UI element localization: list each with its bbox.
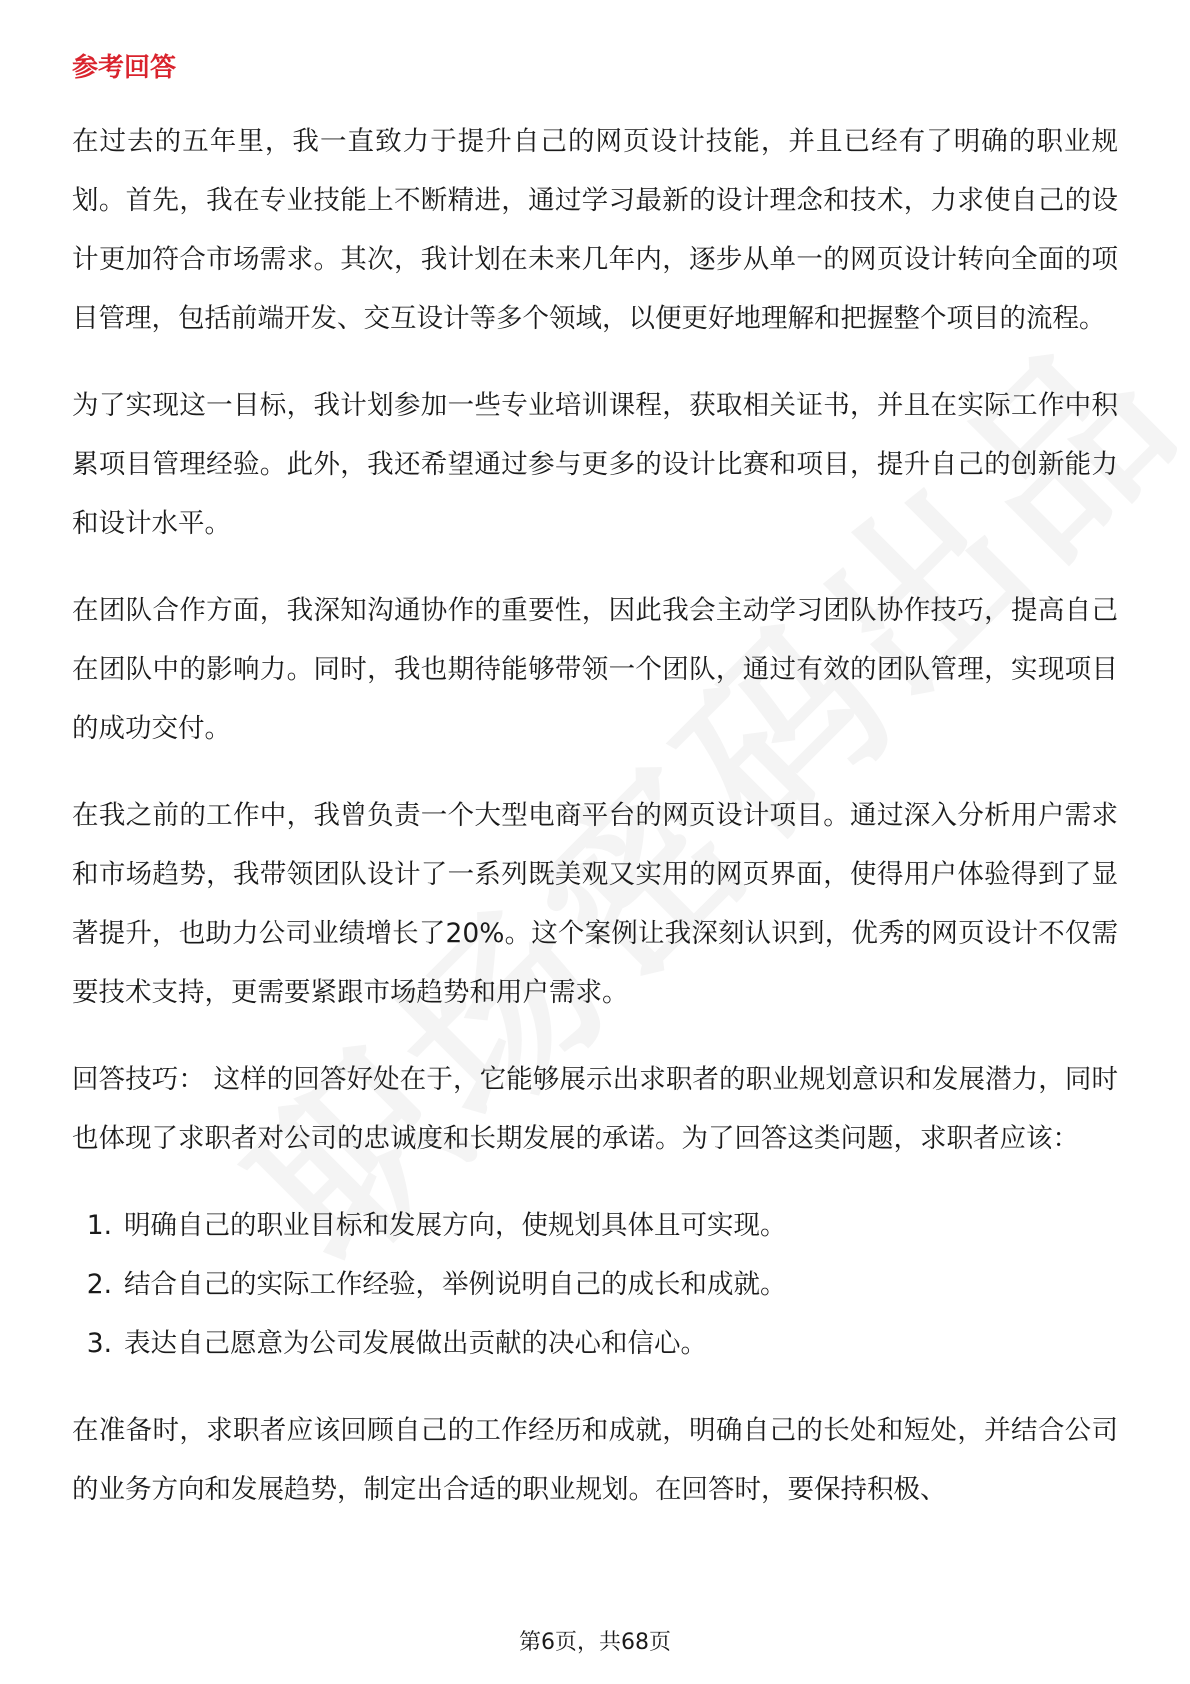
- answer-paragraph: 在过去的五年里，我一直致力于提升自己的网页设计技能，并且已经有了明确的职业规划。首先，我在专业技能上不断精进，通过学习最新的设计理念和技术，力求使自己的设计更加符合市场需求。其次，我计划在未来几年内，逐步从单一的网页设计转向全面的项目管理，包括前端开发、交互设计等多个领域，以便更好地理解和把握整个项目的流程。: [72, 126, 1118, 334]
- page-number: 第6页，共68页: [519, 1630, 671, 1655]
- list-item-text: 结合自己的实际工作经验，举例说明自己的成长和成就。: [124, 1269, 787, 1300]
- closing-paragraph: 在准备时，求职者应该回顾自己的工作经历和成就，明确自己的长处和短处，并结合公司的业务方向和发展趋势，制定出合适的职业规划。在回答时，要保持积极、: [72, 1415, 1118, 1505]
- tips-intro: 回答技巧： 这样的回答好处在于，它能够展示出求职者的职业规划意识和发展潜力，同时也体现了求职者对公司的忠诚度和长期发展的承诺。为了回答这类问题，求职者应该：: [72, 1064, 1118, 1154]
- list-number: 1.: [86, 1210, 112, 1241]
- list-item-text: 明确自己的职业目标和发展方向，使规划具体且可实现。: [124, 1210, 787, 1241]
- answer-paragraph: 在团队合作方面，我深知沟通协作的重要性，因此我会主动学习团队协作技巧，提高自己在团队中的影响力。同时，我也期待能够带领一个团队，通过有效的团队管理，实现项目的成功交付。: [72, 595, 1118, 744]
- list-item: [72, 1255, 1118, 1314]
- list-number: 3.: [86, 1328, 112, 1359]
- list-item-text: 表达自己愿意为公司发展做出贡献的决心和信心。: [124, 1328, 707, 1359]
- section-heading: 参考回答: [72, 53, 177, 83]
- list-item: [72, 1314, 1118, 1373]
- answer-content: [72, 112, 1118, 1547]
- answer-paragraph: 在我之前的工作中，我曾负责一个大型电商平台的网页设计项目。通过深入分析用户需求和市场趋势，我带领团队设计了一系列既美观又实用的网页界面，使得用户体验得到了显著提升，也助力公司业绩增长了20%。这个案例让我深刻认识到，优秀的网页设计不仅需要技术支持，更需要紧跟市场趋势和用户需求。: [72, 800, 1118, 1008]
- answer-paragraph: 为了实现这一目标，我计划参加一些专业培训课程，获取相关证书，并且在实际工作中积累项目管理经验。此外，我还希望通过参与更多的设计比赛和项目，提升自己的创新能力和设计水平。: [72, 390, 1118, 539]
- tips-list: [72, 1196, 1118, 1373]
- list-number: 2.: [86, 1269, 112, 1300]
- list-item: [72, 1196, 1118, 1255]
